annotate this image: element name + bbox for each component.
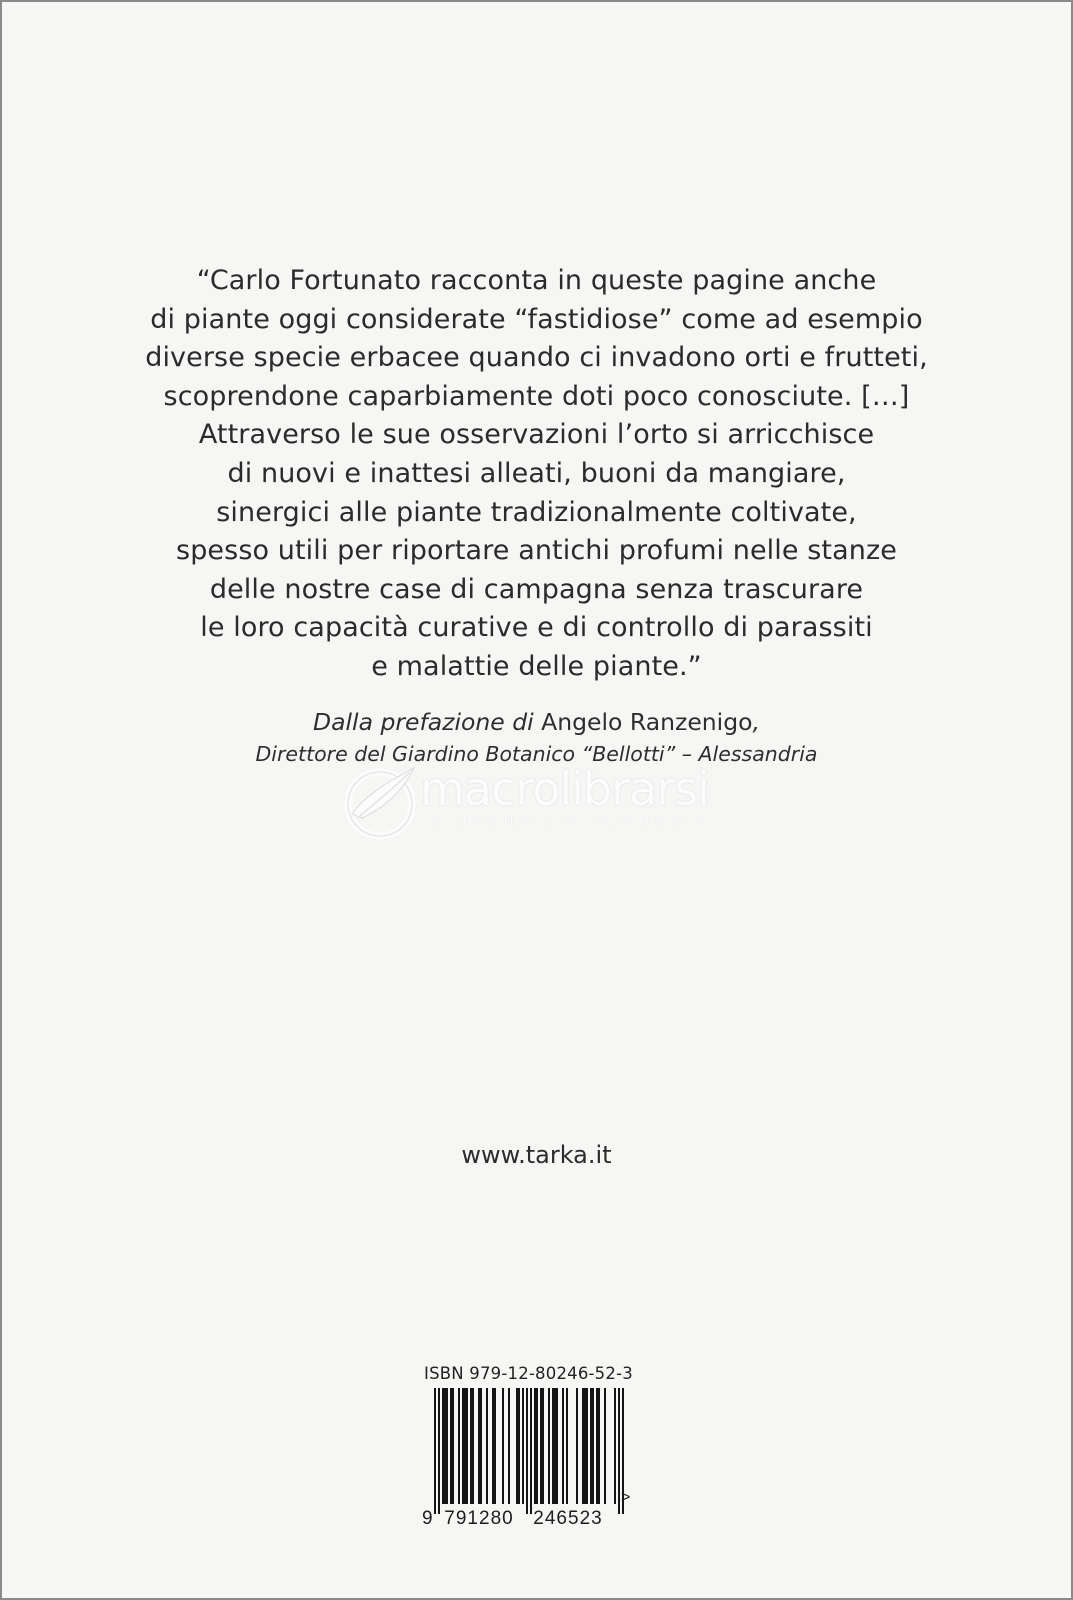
watermark-name: macrolibrarsi <box>420 762 709 816</box>
barcode-bar <box>472 1388 474 1504</box>
barcode-bar <box>566 1388 568 1504</box>
quote-line: “Carlo Fortunato racconta in queste pagine anche <box>196 265 877 296</box>
barcode-bar <box>548 1388 550 1504</box>
barcode-bar <box>618 1388 620 1514</box>
barcode-bar <box>590 1388 592 1504</box>
barcode-bars <box>434 1388 624 1514</box>
barcode-bar <box>552 1388 554 1504</box>
barcode-bar <box>526 1388 528 1514</box>
barcode-bar <box>598 1388 600 1504</box>
attribution-comma: , <box>752 708 760 736</box>
publisher-website: www.tarka.it <box>461 1141 612 1169</box>
barcode-digits-left: 791280 <box>444 1508 514 1526</box>
barcode-bar <box>486 1388 488 1504</box>
barcode-bar <box>522 1388 524 1504</box>
isbn-label: ISBN 979-12-80246-52-3 <box>424 1364 633 1383</box>
quote-line: delle nostre case di campagna senza trascurare <box>209 573 864 605</box>
barcode-bar <box>444 1388 446 1504</box>
leaf-logo-icon <box>340 762 420 842</box>
barcode-bar <box>480 1388 482 1504</box>
barcode-bar <box>458 1388 460 1504</box>
quote-line: scoprendone caparbiamente doti poco conosciute. […] <box>163 380 910 412</box>
barcode-bar <box>540 1388 542 1504</box>
barcode-bar <box>516 1388 518 1504</box>
quote-line: diverse specie erbacee quando ci invadono orti e frutteti, <box>145 342 928 374</box>
barcode-bar <box>518 1388 520 1504</box>
attribution-author: Angelo Ranzenigo <box>541 708 753 736</box>
barcode-bar <box>464 1388 466 1504</box>
barcode-bar <box>466 1388 468 1504</box>
barcode <box>421 1388 631 1526</box>
barcode-digits-right: 246523 <box>533 1508 603 1526</box>
barcode-bar <box>470 1388 472 1504</box>
barcode-bar <box>502 1388 504 1504</box>
barcode-bar <box>494 1388 496 1504</box>
barcode-bar <box>596 1388 598 1504</box>
quote-attribution <box>2 706 1071 770</box>
barcode-bar <box>556 1388 558 1504</box>
barcode-bar <box>492 1388 494 1504</box>
quote-line: sinergici alle piante tradizionalmente coltivate, <box>216 496 857 528</box>
barcode-bar <box>478 1388 480 1504</box>
barcode-quiet-mark: > <box>621 1489 631 1506</box>
quote-line: Attraverso le sue osservazioni l’orto si arricchisce <box>198 419 875 451</box>
attribution-author-line <box>2 706 1071 738</box>
barcode-bar <box>536 1388 538 1504</box>
barcode-bar <box>604 1388 606 1504</box>
quote-line: e malattie delle piante.” <box>371 650 702 682</box>
preface-quote <box>2 262 1071 687</box>
barcode-bar <box>438 1388 440 1514</box>
barcode-bar <box>450 1388 452 1504</box>
watermark-tagline: ALTERNATIVA NATURALE <box>434 816 712 831</box>
barcode-bar <box>446 1388 448 1504</box>
barcode-bar <box>614 1388 616 1504</box>
barcode-bar <box>576 1388 578 1504</box>
barcode-bar <box>554 1388 556 1504</box>
barcode-bar <box>542 1388 544 1504</box>
barcode-bar <box>584 1388 586 1504</box>
attribution-role: Direttore del Giardino Botanico “Bellotti” – Alessandria <box>255 742 818 766</box>
barcode-bar <box>462 1388 464 1504</box>
barcode-bar <box>442 1388 444 1504</box>
quote-line: di nuovi e inattesi alleati, buoni da mangiare, <box>227 457 846 489</box>
quote-line: di piante oggi considerate “fastidiose” come ad esempio <box>150 303 923 335</box>
barcode-bar <box>530 1388 532 1514</box>
attribution-prefix: Dalla prefazione di <box>313 708 534 736</box>
barcode-bar <box>534 1388 536 1504</box>
barcode-bar <box>452 1388 454 1504</box>
barcode-bar <box>592 1388 594 1504</box>
barcode-bar <box>562 1388 564 1504</box>
quote-line: le loro capacità curative e di controllo di parassiti <box>200 612 873 644</box>
quote-line: spesso utili per riportare antichi profumi nelle stanze <box>176 535 897 567</box>
watermark <box>340 762 740 842</box>
barcode-bar <box>434 1388 436 1514</box>
barcode-bar <box>508 1388 510 1504</box>
barcode-bar <box>586 1388 588 1504</box>
barcode-first-digit: 9 <box>422 1508 433 1526</box>
barcode-bar <box>582 1388 584 1504</box>
